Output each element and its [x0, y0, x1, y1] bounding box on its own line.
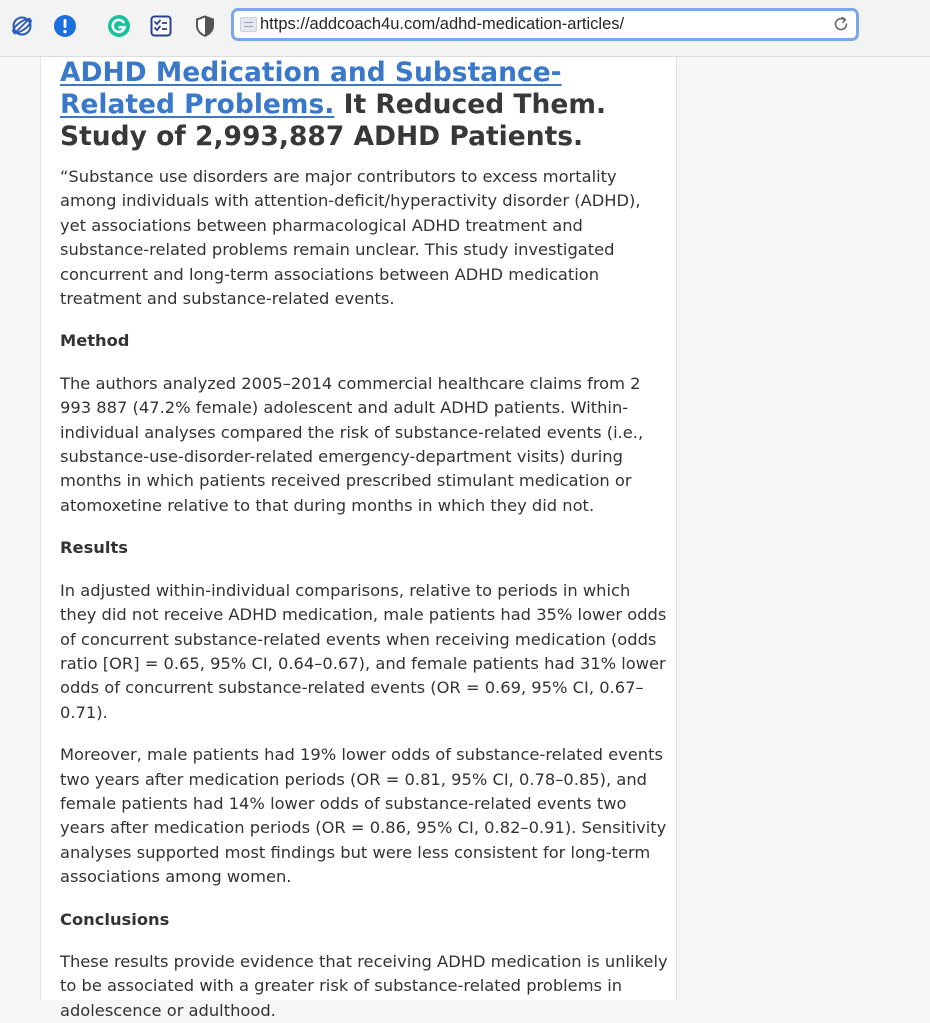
article-title	[60, 57, 668, 153]
url-text[interactable]: https://addcoach4u.com/adhd-medication-articles/	[260, 15, 625, 33]
results-paragraph-1: In adjusted within-individual comparisons, relative to periods in which they did not receive ADHD medication, male patients had 35% lower odds of concurrent substance-related events when receiving medication (odds ratio [OR] = 0.65, 95% CI, 0.64–0.67), and female patients had 31% lower odds of concurrent substance-related events (OR = 0.69, 95% CI, 0.67–0.71).	[60, 580, 667, 722]
article-card	[40, 57, 677, 1020]
article-content	[60, 57, 668, 1023]
results-heading: Results	[60, 538, 128, 558]
browser-toolbar	[0, 0, 930, 57]
method-heading: Method	[60, 331, 130, 351]
conclusions-paragraph: These results provide evidence that receiving ADHD medication is unlikely to be associated with a greater risk of substance-related problems in adolescence or adulthood.	[60, 951, 668, 1020]
alert-icon[interactable]	[52, 13, 78, 39]
results-paragraph-2: Moreover, male patients had 19% lower odds of substance-related events two years after medication periods (OR = 0.81, 95% CI, 0.78–0.85), and female patients had 14% lower odds of substance-related events two years after medication periods (OR = 0.86, 95% CI, 0.82–0.91). Sensitivity analyses supported most findings but were less consistent for long-term associations among women.	[60, 745, 667, 887]
intro-paragraph: “Substance use disorders are major contributors to excess mortality among individuals with attention-deficit/hyperactivity disorder (ADHD), yet associations between pharmacological ADHD treatment and substance-related problems remain unclear. This study investigated concurrent and long-term associations between ADHD medication treatment and substance-related events.	[60, 167, 641, 309]
page-left-margin	[0, 57, 40, 1000]
checklist-icon[interactable]	[148, 13, 174, 39]
grammarly-icon[interactable]	[106, 13, 132, 39]
address-bar[interactable]	[231, 8, 859, 41]
satellite-icon[interactable]	[9, 13, 35, 39]
page-icon	[240, 17, 257, 32]
conclusions-heading: Conclusions	[60, 909, 170, 929]
article-title-rest: It Reduced Them. Study of 2,993,887 ADHD Patients.	[60, 89, 607, 152]
reload-icon[interactable]	[832, 15, 850, 33]
method-paragraph: The authors analyzed 2005–2014 commercial healthcare claims from 2 993 887 (47.2% female) adolescent and adult ADHD patients. Within-individual analyses compared the risk of substance-related events (i.e., substance-use-disorder-related emergency-department visits) during months in which patients received prescribed stimulant medication or atomoxetine relative to that during months in which they did not.	[60, 373, 644, 515]
privacy-shield-icon[interactable]	[192, 13, 218, 39]
article-title-link[interactable]: ADHD Medication and Substance-Related Problems.	[60, 57, 562, 120]
page-sidebar	[678, 57, 930, 1000]
